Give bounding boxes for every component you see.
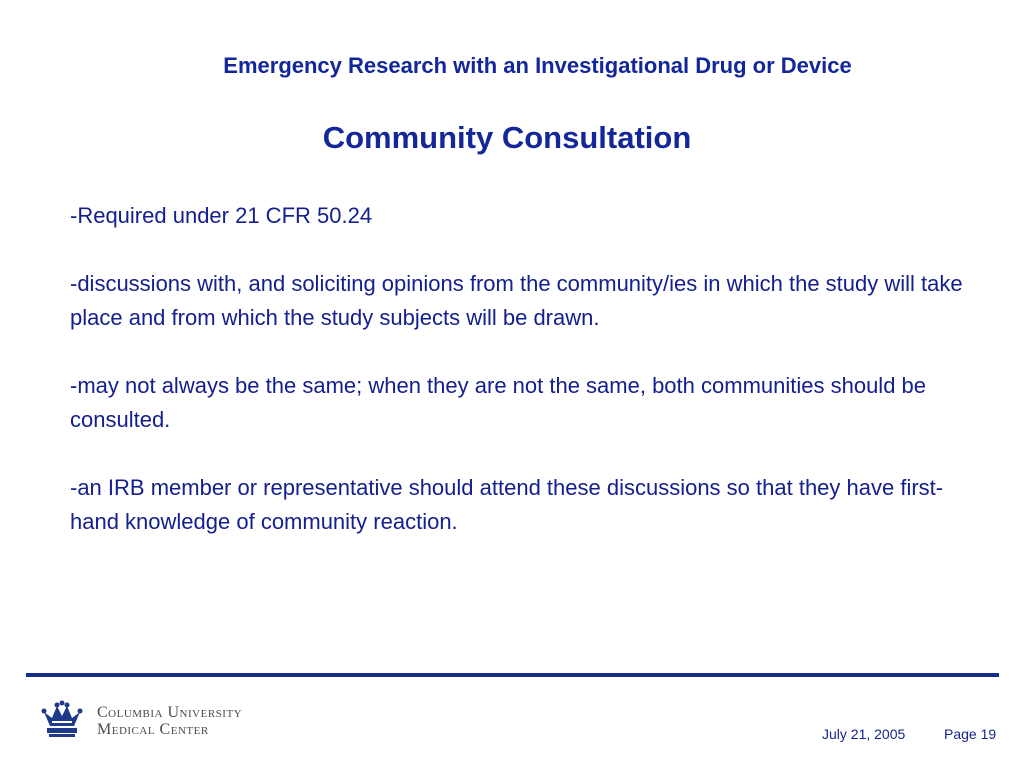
bullet-paragraph: -may not always be the same; when they are not the same, both communities should be consulted. — [70, 373, 927, 432]
footer-divider — [26, 673, 999, 677]
crown-icon — [40, 700, 84, 740]
organization-name — [97, 704, 242, 738]
bullet-paragraph: -Required under 21 CFR 50.24 — [70, 203, 373, 228]
slide-main-title: Community Consultation — [322, 120, 692, 155]
organization-name-line1: Columbia University — [97, 704, 243, 721]
slide-body — [70, 199, 980, 573]
columbia-logo — [40, 700, 280, 740]
page-number: Page 19 — [944, 726, 997, 742]
bullet-paragraph: -discussions with, and soliciting opinions from the community/ies in which the study will take place and from which the study subjects will be drawn. — [70, 271, 963, 330]
bullet-paragraph: -an IRB member or representative should attend these discussions so that they have first-hand knowledge of community reaction. — [70, 475, 944, 534]
organization-name-line2: Medical Center — [97, 721, 209, 738]
slide-header-title: Emergency Research with an Investigational Drug or Device — [223, 53, 852, 78]
footer-date: July 21, 2005 — [822, 726, 906, 742]
